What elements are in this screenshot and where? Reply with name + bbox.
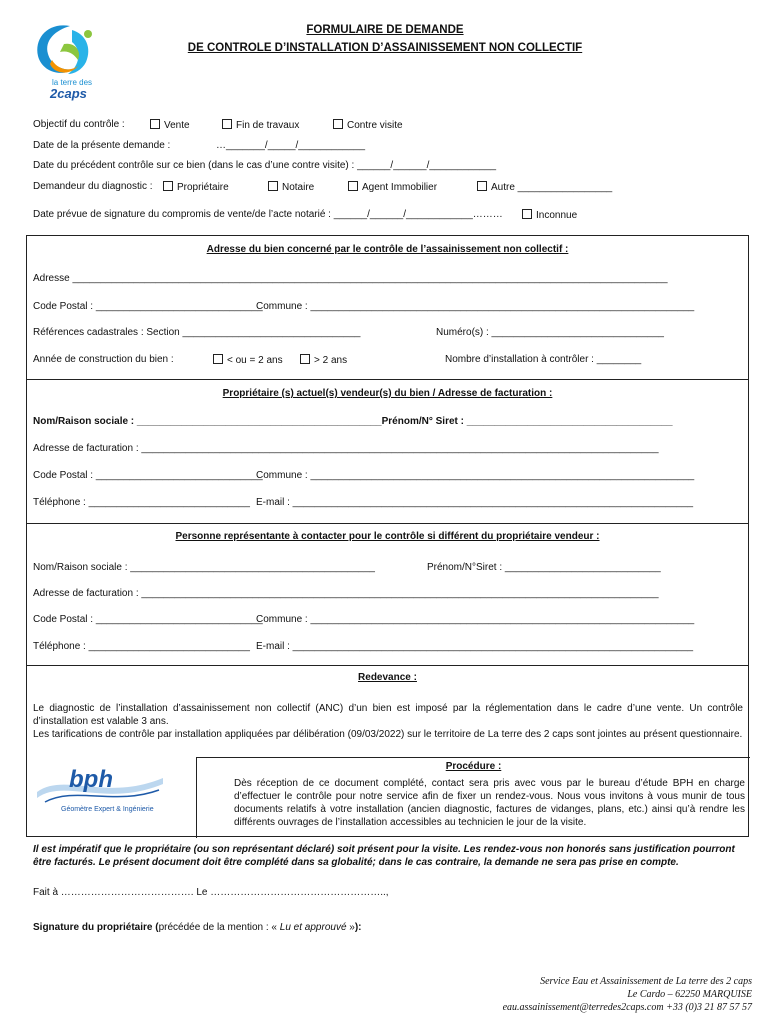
redevance-paragraph-2: Les tarifications de contrôle par installation appliquées par délibération (09/03/2022) sur le territoire de La terre des 2 caps sont jointes au présent questionnaire. bbox=[33, 729, 743, 740]
option-fin-travaux[interactable] bbox=[222, 119, 299, 131]
option-label: Autre _________________ bbox=[491, 182, 613, 193]
page-title-line2: DE CONTROLE D’INSTALLATION D’ASSAINISSEMENT NON COLLECTIF bbox=[187, 42, 583, 54]
telephone-field[interactable]: Téléphone : _____________________________ bbox=[33, 641, 250, 652]
option-label: Contre visite bbox=[347, 120, 403, 131]
signature-mention-end: » bbox=[346, 922, 355, 933]
footer-line-2: Le Cardo – 62250 MARQUISE bbox=[627, 989, 752, 1000]
code-postal-field[interactable]: Code Postal : ______________________________ bbox=[33, 470, 263, 481]
fait-a-field[interactable]: Fait à …………………………………. Le …………………………………………….., bbox=[33, 887, 389, 898]
numero-field[interactable]: Numéro(s) : _______________________________ bbox=[436, 327, 664, 338]
objectif-label: Objectif du contrôle : bbox=[33, 119, 125, 130]
option-label: Vente bbox=[164, 120, 190, 131]
date-precedent-field[interactable]: Date du précédent contrôle sur ce bien (dans le cas d’une contre visite) : ______/______/____________ bbox=[33, 160, 497, 171]
divider bbox=[27, 523, 748, 524]
bph-logo bbox=[35, 762, 165, 824]
checkbox[interactable] bbox=[522, 209, 532, 219]
prenom-siret-field[interactable]: Prénom/N°Siret : ____________________________ bbox=[427, 562, 661, 573]
option-autre[interactable] bbox=[477, 181, 612, 193]
option-vente[interactable] bbox=[150, 119, 190, 131]
checkbox[interactable] bbox=[213, 354, 223, 364]
divider bbox=[27, 665, 748, 666]
bph-logo-subtitle: Géomètre Expert & Ingénierie bbox=[61, 806, 154, 813]
checkbox[interactable] bbox=[150, 119, 160, 129]
checkbox[interactable] bbox=[477, 181, 487, 191]
divider bbox=[27, 379, 748, 380]
option-label: Notaire bbox=[282, 182, 315, 193]
email-field[interactable]: E-mail : ________________________________________________________________________ bbox=[256, 497, 694, 508]
section-adresse-heading: Adresse du bien concerné par le contrôle de l’assainissement non collectif : bbox=[206, 244, 569, 255]
checkbox[interactable] bbox=[268, 181, 278, 191]
important-notice: Il est impératif que le propriétaire (ou son représentant déclaré) soit présent pour la visite. Les rendez-vous non honorés sans justification pourront être facturés. Le présent document doit être complété dans sa globalité; dans le cas contraire, la demande ne sera pas prise en compte. bbox=[33, 844, 735, 868]
bph-logo-text: bph bbox=[69, 766, 113, 793]
checkbox[interactable] bbox=[348, 181, 358, 191]
option-le-2-ans[interactable] bbox=[213, 354, 283, 366]
redevance-paragraph-1: Le diagnostic de l’installation d’assainissement non collectif (ANC) d’un bien est imposé par la réglementation dans le cadre d’une vente. Un contrôle d’installation est valable 3 ans. bbox=[33, 703, 743, 727]
option-label: < ou = 2 ans bbox=[227, 355, 283, 366]
section-representant-heading: Personne représentante à contacter pour le contrôle si différent du propriétaire vendeur : bbox=[175, 531, 600, 542]
signature-label bbox=[33, 922, 362, 933]
signature-label-bold: Signature du propriétaire bbox=[33, 922, 153, 933]
option-inconnue[interactable] bbox=[522, 209, 577, 221]
option-label: > 2 ans bbox=[314, 355, 348, 366]
option-label: Inconnue bbox=[536, 210, 578, 221]
footer-line-3: eau.assainissement@terredes2caps.com +33 (0)3 21 87 57 57 bbox=[502, 1002, 752, 1013]
form-box bbox=[26, 235, 749, 837]
signature-mention: précédée de la mention : « bbox=[158, 922, 280, 933]
option-label: Propriétaire bbox=[177, 182, 229, 193]
option-gt-2-ans[interactable] bbox=[300, 354, 347, 366]
code-postal-field[interactable]: Code Postal : ______________________________ bbox=[33, 301, 263, 312]
section-proprietaire-heading: Propriétaire (s) actuel(s) vendeur(s) du bien / Adresse de facturation : bbox=[222, 388, 553, 399]
adresse-facturation-field[interactable]: Adresse de facturation : _____________________________________________________________________________________________ bbox=[33, 443, 659, 454]
date-demande-field[interactable]: …_______/_____/____________ bbox=[216, 140, 366, 151]
logo-text-top: la terre des bbox=[52, 78, 93, 87]
annee-construction-label: Année de construction du bien : bbox=[33, 354, 174, 365]
commune-field[interactable]: Commune : _____________________________________________________________________ bbox=[256, 614, 695, 625]
ref-cadastrales-field[interactable]: Références cadastrales : Section ________________________________ bbox=[33, 327, 361, 338]
telephone-field[interactable]: Téléphone : _____________________________ bbox=[33, 497, 250, 508]
signature-mention-italic: Lu et approuvé bbox=[279, 922, 347, 933]
section-redevance-heading: Redevance : bbox=[358, 672, 417, 683]
option-notaire[interactable] bbox=[268, 181, 314, 193]
code-postal-field[interactable]: Code Postal : ______________________________ bbox=[33, 614, 263, 625]
adresse-facturation-field[interactable]: Adresse de facturation : _____________________________________________________________________________________________ bbox=[33, 588, 659, 599]
logo-text-bottom: 2caps bbox=[50, 86, 87, 101]
adresse-field[interactable]: Adresse ___________________________________________________________________________________________________________ bbox=[33, 273, 668, 284]
signature-paren-close: ): bbox=[354, 922, 362, 933]
commune-field[interactable]: Commune : _____________________________________________________________________ bbox=[256, 470, 695, 481]
commune-field[interactable]: Commune : _____________________________________________________________________ bbox=[256, 301, 695, 312]
date-signature-field[interactable]: Date prévue de signature du compromis de vente/de l’acte notarié : ______/______/____________……… bbox=[33, 209, 503, 220]
checkbox[interactable] bbox=[333, 119, 343, 129]
date-demande-label: Date de la présente demande : bbox=[33, 140, 171, 151]
procedure-box bbox=[196, 757, 750, 838]
checkbox[interactable] bbox=[163, 181, 173, 191]
nom-field[interactable]: Nom/Raison sociale : ____________________________________________ bbox=[33, 562, 375, 573]
option-label: Agent Immobilier bbox=[362, 182, 438, 193]
signature-paren-open: ( bbox=[152, 922, 159, 933]
checkbox[interactable] bbox=[222, 119, 232, 129]
checkbox[interactable] bbox=[300, 354, 310, 364]
procedure-heading: Procédure : bbox=[445, 761, 502, 772]
option-agent-immobilier[interactable] bbox=[348, 181, 437, 193]
demandeur-label: Demandeur du diagnostic : bbox=[33, 181, 153, 192]
option-proprietaire[interactable] bbox=[163, 181, 229, 193]
page-title-line1: FORMULAIRE DE DEMANDE bbox=[306, 24, 464, 36]
nombre-installation-field[interactable]: Nombre d’installation à contrôler : ________ bbox=[445, 354, 642, 365]
procedure-text: Dès réception de ce document complété, contact sera pris avec vous par le bureau d’étude BPH en charge d’effectuer le contrôle pour notre service afin de fixer un rendez-vous. Nous vous invitons à vous munir de tous documents relatifs à votre installation (ancien diagnostic, factures de vidanges, plans, etc.) ainsi qu’à rendre les différents ouvrages de l’installation accessibles au technicien le jour de la visite. bbox=[234, 778, 745, 828]
nom-prenom-field[interactable]: Nom/Raison sociale : ____________________________________________Prénom/N° Siret : _____________________________________ bbox=[33, 416, 673, 427]
footer-line-1: Service Eau et Assainissement de La terre des 2 caps bbox=[540, 976, 752, 987]
option-contre-visite[interactable] bbox=[333, 119, 403, 131]
email-field[interactable]: E-mail : ________________________________________________________________________ bbox=[256, 641, 694, 652]
option-label: Fin de travaux bbox=[236, 120, 300, 131]
